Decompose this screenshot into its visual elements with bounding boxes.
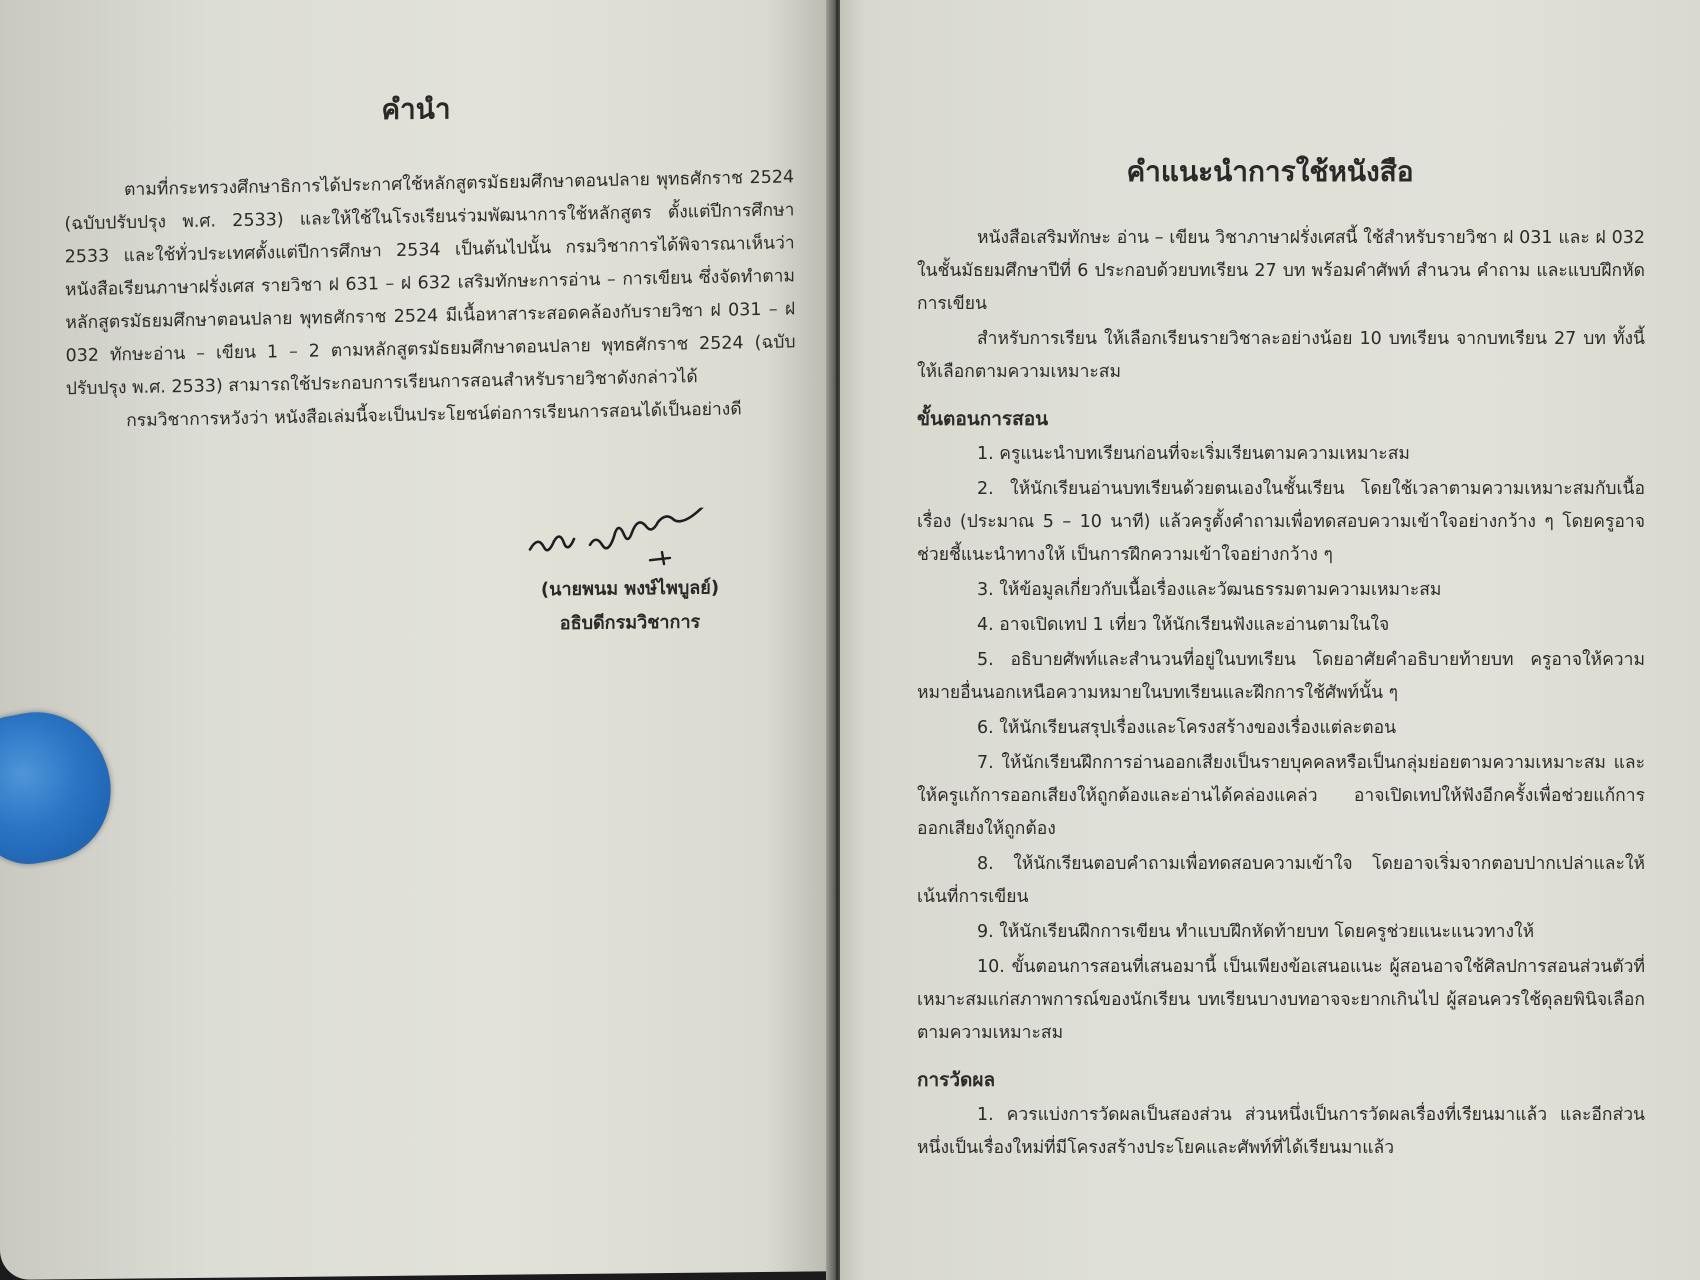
teaching-step: 7. ให้นักเรียนฝึกการอ่านออกเสียงเป็นรายบุคคลหรือเป็นกลุ่มย่อยตามความเหมาะสม และให้ครูแก้การออกเสียงให้ถูกต้องและอ่านได้คล่องแคล่ว อาจเปิดเทปให้ฟังอีกครั้งเพื่อช่วยแก้การออกเสียงให้ถูกต้อง xyxy=(917,753,1645,839)
teaching-step: 6. ให้นักเรียนสรุปเรื่องและโครงสร้างของเรื่องแต่ละตอน xyxy=(977,718,1397,738)
teaching-step: 9. ให้นักเรียนฝึกการเขียน ทำแบบฝึกหัดท้ายบท โดยครูช่วยแนะแนวทางให้ xyxy=(977,922,1535,942)
teaching-step: 1. ครูแนะนำบทเรียนก่อนที่จะเริ่มเรียนตามความเหมาะสม xyxy=(977,444,1410,464)
right-page-title: คำแนะนำการใช้หนังสือ xyxy=(1126,155,1414,188)
teaching-step: 3. ให้ข้อมูลเกี่ยวกับเนื้อเรื่องและวัฒนธรรมตามความเหมาะสม xyxy=(977,580,1442,600)
foreword-paragraph-2: กรมวิชาการหวังว่า หนังสือเล่มนี้จะเป็นประโยชน์ต่อการเรียนการสอนได้เป็นอย่างดี xyxy=(126,399,742,432)
intro-paragraph-1: หนังสือเสริมทักษะ อ่าน – เขียน วิชาภาษาฝรั่งเศสนี้ ใช้สำหรับรายวิชา ฝ 031 และ ฝ 032 ในชั้นมัธยมศึกษาปีที่ 6 ประกอบด้วยบทเรียน 27 บท พร้อมคำศัพท์ สำนวน คำถาม และแบบฝึกหัดการเขียน xyxy=(917,228,1645,314)
evaluation-heading: การวัดผล xyxy=(917,1069,996,1091)
handwritten-signature xyxy=(520,507,740,569)
evaluation-item: 1. ควรแบ่งการวัดผลเป็นสองส่วน ส่วนหนึ่งเป็นการวัดผลเรื่องที่เรียนมาแล้ว และอีกส่วนหนึ่งเป็นเรื่องใหม่ที่มีโครงสร้างประโยคและศัพท์ที่ได้เรียนมาแล้ว xyxy=(917,1105,1645,1158)
foreword-paragraph-1: ตามที่กระทรวงศึกษาธิการได้ประกาศใช้หลักสูตรมัธยมศึกษาตอนปลาย พุทธศักราช 2524 (ฉบับปรับปรุง พ.ศ. 2533) และให้ใช้ในโรงเรียนร่วมพัฒนาการใช้หลักสูตร ตั้งแต่ปีการศึกษา 2533 และใช้ทั่วประเทศตั้งแต่ปีการศึกษา 2534 เป็นต้นไปนั้น กรมวิชาการได้พิจารณาเห็นว่าหนังสือเรียนภาษาฝรั่งเศส รายวิชา ฝ 631 – ฝ 632 เสริมทักษะการอ่าน – การเขียน ซึ่งจัดทำตามหลักสูตรมัธยมศึกษาตอนปลาย พุทธศักราช 2524 มีเนื้อหาสาระสอดคล้องกับรายวิชา ฝ 031 – ฝ 032 ทักษะอ่าน – เขียน 1 – 2 ตามหลักสูตรมัธยมศึกษาตอนปลาย พุทธศักราช 2524 (ฉบับปรับปรุง พ.ศ. 2533) สามารถใช้ประกอบการเรียนการสอนสำหรับรายวิชาดังกล่าวได้ xyxy=(64,167,796,400)
foreword-body xyxy=(64,161,796,439)
left-page-title: คำนำ xyxy=(381,92,451,127)
teaching-step: 5. อธิบายศัพท์และสำนวนที่อยู่ในบทเรียน โดยอาศัยคำอธิบายท้ายบท ครูอาจให้ความหมายอื่นนอกเหนือความหมายในบทเรียนและฝึกการใช้ศัพท์นั้น ๆ xyxy=(917,650,1645,703)
blue-glove-thumb xyxy=(0,700,122,873)
teaching-step: 8. ให้นักเรียนตอบคำถามเพื่อทดสอบความเข้าใจ โดยอาจเริ่มจากตอบปากเปล่าและให้เน้นที่การเขียน xyxy=(917,854,1645,907)
left-page xyxy=(0,0,832,1280)
signatory-title: อธิบดีกรมวิชาการ xyxy=(559,611,701,635)
teaching-steps-heading: ขั้นตอนการสอน xyxy=(917,408,1049,430)
signatory-name: (นายพนม พงษ์ไพบูลย์) xyxy=(540,577,720,601)
intro-paragraph-2: สำหรับการเรียน ให้เลือกเรียนรายวิชาละอย่างน้อย 10 บทเรียน จากบทเรียน 27 บท ทั้งนี้ให้เลือกตามความเหมาะสม xyxy=(917,329,1645,382)
teaching-step: 4. อาจเปิดเทป 1 เที่ยว ให้นักเรียนฟังและอ่านตามในใจ xyxy=(977,615,1390,635)
instructions-body xyxy=(917,222,1645,1167)
signature-block xyxy=(470,507,790,642)
teaching-step: 10. ขั้นตอนการสอนที่เสนอมานี้ เป็นเพียงข้อเสนอแนะ ผู้สอนอาจใช้ศิลปการสอนส่วนตัวที่เหมาะสมแก่สภาพการณ์ของนักเรียน บทเรียนบางบทอาจจะยากเกินไป ผู้สอนควรใช้ดุลยพินิจเลือกตามความเหมาะสม xyxy=(917,957,1645,1043)
teaching-step: 2. ให้นักเรียนอ่านบทเรียนด้วยตนเองในชั้นเรียน โดยใช้เวลาตามความเหมาะสมกับเนื้อเรื่อง (ประมาณ 5 – 10 นาที) แล้วครูตั้งคำถามเพื่อทดสอบความเข้าใจอย่างกว้าง ๆ โดยครูอาจช่วยชี้แนะนำทางให้ เป็นการฝึกความเข้าใจอย่างกว้าง ๆ xyxy=(917,479,1645,565)
